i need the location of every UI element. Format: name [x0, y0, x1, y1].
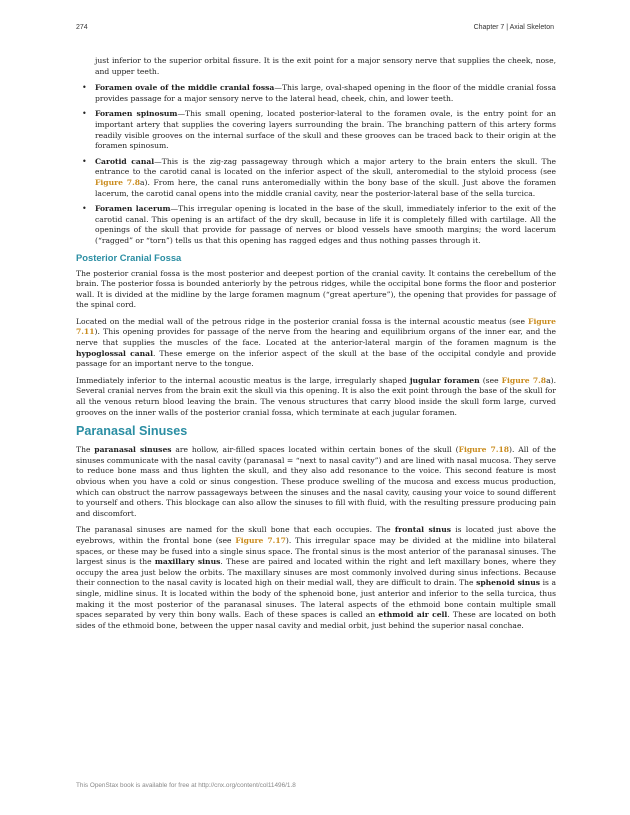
term-hypoglossal-canal: hypoglossal canal [76, 348, 153, 358]
text-run: Immediately inferior to the internal acoustic meatus is the large, irregularly shaped [76, 375, 410, 385]
chapter-title: Chapter 7 | Axial Skeleton [473, 24, 554, 31]
term-maxillary-sinus: maxillary sinus [154, 557, 221, 567]
text-run: ). This opening provides for passage of the nerve from the hearing and equilibrium organs of the inner ear, and the nerve that supplies the muscles of the face. Located at the anterior-lateral margin of the foramen magnum is the [76, 327, 556, 348]
text-run: is located just above the eyebrows, within the frontal bone (see [76, 525, 556, 545]
term-foramen-spinosum: Foramen spinosum [95, 109, 178, 119]
page-number: 274 [76, 24, 88, 31]
term-frontal-sinus: frontal sinus [394, 525, 451, 535]
page-header [76, 24, 554, 36]
figure-link[interactable]: Figure 7.18 [458, 445, 510, 455]
figure-link[interactable]: Figure 7.17 [235, 535, 286, 545]
text-run: are hollow, air-filled spaces located within certain bones of the skull ( [171, 445, 459, 455]
term-paranasal-sinuses: paranasal sinuses [94, 445, 172, 455]
text-run: Located on the medial wall of the petrous ridge in the posterior cranial fossa is the internal acoustic meatus (see [76, 316, 529, 326]
list-item [95, 83, 556, 104]
text-run: is a single, midline sinus. It is located within the body of the sphenoid bone, just anterior and inferior to the sella turcica, thus making it the most posterior of the paranasal sinuses. The lateral aspects of the ethmoid bone contain multiple small spaces separated by very thin bony walls. Each of these spaces is called an [76, 578, 557, 620]
figure-link[interactable]: Figure 7.8 [501, 375, 547, 385]
list-item [95, 204, 556, 246]
list-item [95, 157, 556, 199]
text-run: (see [479, 375, 502, 385]
body-text [76, 56, 556, 637]
term-sphenoid-sinus: sphenoid sinus [476, 578, 541, 588]
foramen-list [76, 83, 556, 246]
item-text: —This is the zig-zag passageway through which a major artery to the brain enters the skull. The entrance to the carotid canal is located on the inferior aspect of the skull, anteromedial to the styloid process (see [95, 156, 556, 177]
text-run: . These are located on both sides of the ethmoid bone, between the upper nasal cavity and medial orbit, just behind the superior nasal conchae. [76, 610, 556, 630]
list-item [95, 109, 556, 151]
item-text: —This large, oval-shaped opening in the floor of the middle cranial fossa provides passage for a major sensory nerve to the lateral head, cheek, chin, and lower teeth. [95, 83, 556, 103]
text-run: ). All of the sinuses communicate with the nasal cavity (paranasal = “next to nasal cavity”) and are lined with nasal mucosa. They serve to reduce bone mass and thus lighten the skull, and they also add resonance to the voice. This second feature is most obvious when you have a cold or sinus congestion. These produce swelling of the mucosa and excess mucus production, which can obstruct the narrow passageways between the sinuses and the nasal cavity, causing your voice to sound different to yourself and others. This blockage can also allow the sinuses to fill with fluid, with the resulting pressure producing pain and discomfort. [76, 445, 557, 518]
text-run: . These emerge on the inferior aspect of the skull at the base of the occipital condyle and provide passage for an important nerve to the tongue. [76, 348, 557, 369]
text-run: The [76, 445, 95, 455]
text-run: ). This irregular space may be divided at the midline into bilateral spaces, or these may be fused into a single sinus space. The frontal sinus is the most anterior of the paranasal sinuses. The largest sinus is the [76, 535, 557, 567]
section-heading-paranasal: Paranasal Sinuses [76, 424, 188, 439]
paragraph: The posterior cranial fossa is the most posterior and deepest portion of the cranial cavity. It contains the cerebellum of the brain. The posterior fossa is bounded anteriorly by the petrous ridges, while the occipital bone forms the floor and posterior wall. It is divided at the midline by the large foramen magnum (“great aperture”), the opening that provides for passage of the spinal cord. [76, 268, 556, 310]
term-foramen-ovale: Foramen ovale of the middle cranial fossa [95, 83, 275, 93]
intro-continuation: just inferior to the superior orbital fissure. It is the exit point for a major sensory nerve that supplies the cheek, nose, and upper teeth. [95, 56, 556, 76]
item-text: a). From here, the canal runs anteromedially within the bony base of the skull. Just above the foramen lacerum, the carotid canal opens into the middle cranial cavity, near the posterior-lateral base of the sella turcica. [95, 177, 557, 198]
figure-link[interactable]: Figure 7.11 [76, 316, 556, 337]
paragraph [76, 445, 556, 519]
paragraph [76, 525, 556, 631]
item-text: —This irregular opening is located in the base of the skull, immediately inferior to the exit of the carotid canal. This opening is an artifact of the dry skull, because in life it is completely filled with cartilage. All the openings of the skull that provide for passage of nerves or blood vessels have smooth margins; the word lacerum (“ragged” or “torn”) tells us that this opening has ragged edges and thus nothing passes through it. [95, 204, 556, 245]
text-run: The paranasal sinuses are named for the skull bone that each occupies. The [76, 525, 395, 535]
term-jugular-foramen: jugular foramen [409, 375, 480, 385]
term-foramen-lacerum: Foramen lacerum [95, 204, 171, 214]
term-ethmoid-air-cell: ethmoid air cell [378, 610, 448, 620]
text-run: . These are paired and located within the right and left maxillary bones, where they occupy the area just below the orbits. The maxillary sinuses are most commonly involved during sinus infections. Because their connection to the nasal cavity is located high on their medial wall, they are difficult to drain. The [76, 557, 556, 588]
figure-link[interactable]: Figure 7.8 [95, 177, 141, 187]
section-heading-posterior: Posterior Cranial Fossa [76, 251, 182, 263]
paragraph [76, 317, 556, 370]
paragraph [76, 376, 556, 418]
page-footer: This OpenStax book is available for free at http://cnx.org/content/col11496/1.8 [76, 782, 296, 789]
term-carotid-canal: Carotid canal [95, 156, 155, 166]
text-run: a). Several cranial nerves from the brain exit the skull via this opening. It is also the exit point through the base of the skull for all the venous return blood leaving the brain. The venous structures that carry blood inside the skull form large, curved grooves on the inner walls of the posterior cranial fossa, which terminate at each jugular foramen. [76, 375, 556, 417]
item-text: —This small opening, located posterior-lateral to the foramen ovale, is the entry point for an important artery that supplies the covering layers surrounding the brain. The branching pattern of this artery forms readily visible grooves on the internal surface of the skull and these grooves can be traced back to their origin at the foramen spinosum. [95, 109, 556, 151]
